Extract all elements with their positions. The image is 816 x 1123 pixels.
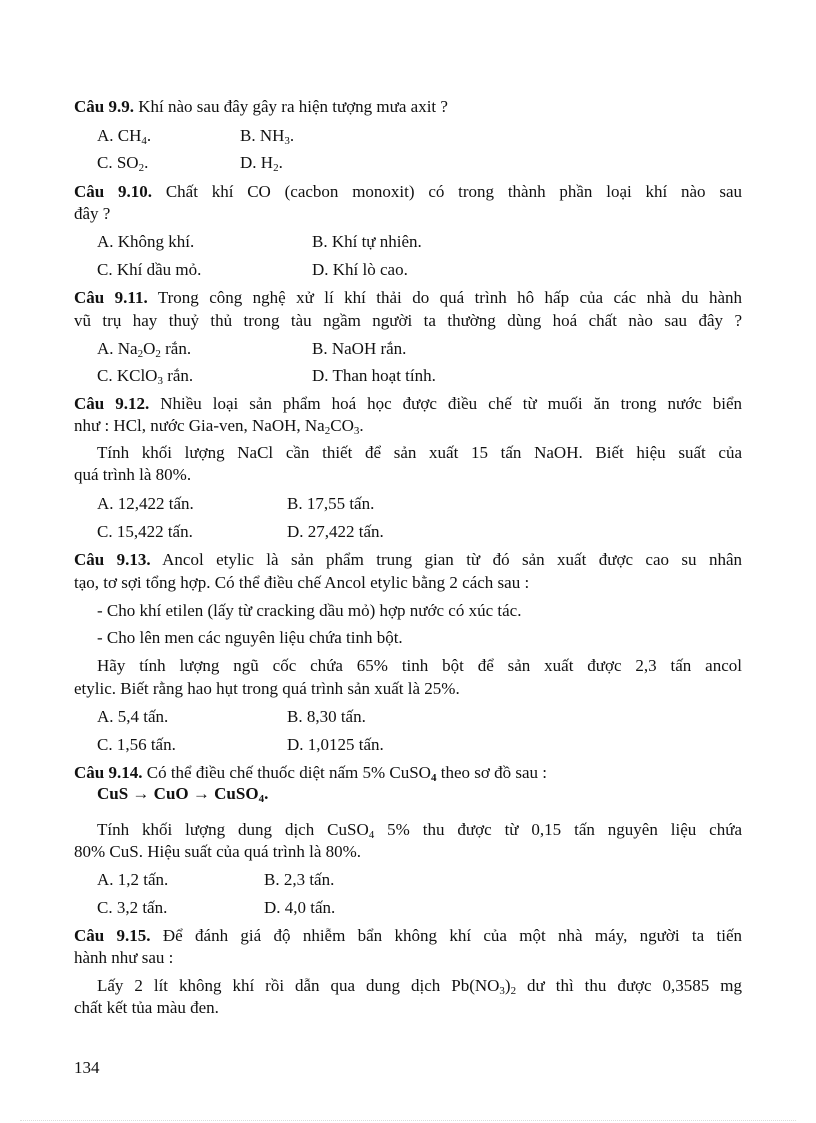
option-a: A. 12,422 tấn. <box>97 494 194 513</box>
option-d: D. 27,422 tấn. <box>287 522 384 541</box>
option-a: A. $CH_4$. <box>97 126 152 147</box>
option-a: A. Không khí. <box>97 232 195 251</box>
question-label: Câu 9.15. <box>74 926 151 945</box>
question-text: Có thể điều chế thuốc diệt nấm 5% CuSO <box>142 763 431 782</box>
option-b: B. $NH_3$. <box>240 126 295 147</box>
question-9-11 <box>74 287 742 308</box>
option-c: C. $SO_2$. <box>97 153 149 174</box>
question-label: Câu 9.10. <box>74 182 153 201</box>
question-9-14: Câu 9.14. Có thể điều chế thuốc diệt nấm 5% CuSO$_4$ theo sơ đồ sau : <box>74 763 547 784</box>
option-b: B. 2,3 tấn. <box>264 870 335 889</box>
question-text-cont: vũ trụ hay thuỷ thủ trong tàu ngầm người ta thường dùng hoá chất nào sau đây ? <box>74 311 742 330</box>
bottom-divider <box>20 1120 796 1121</box>
option-d: D. $H_2$. <box>240 153 283 174</box>
question-label: Câu 9.11. <box>74 288 148 307</box>
question-9-12 <box>74 393 742 414</box>
method-2: - Cho lên men các nguyên liệu chứa tinh bột. <box>97 628 403 647</box>
reaction-scheme: CuS → CuO → CuSO$_4$. <box>97 784 269 805</box>
method-1: - Cho khí etilen (lấy từ cracking dầu mỏ) hợp nước có xúc tác. <box>97 601 522 620</box>
question-text: Nhiều loại sản phẩm hoá học được điều chế từ muối ăn trong nước biển <box>149 394 742 413</box>
option-c: C. Khí dầu mỏ. <box>97 260 202 279</box>
question-9-15 <box>74 925 742 946</box>
question-text: Ancol etylic là sản phẩm trung gian từ đó sản xuất được cao su nhân <box>150 550 742 569</box>
question-text-cont: Hãy tính lượng ngũ cốc chứa 65% tinh bột để sản xuất được 2,3 tấn ancol <box>97 656 742 675</box>
question-text: Để đánh giá độ nhiễm bẩn không khí của một nhà máy, người ta tiến <box>150 926 742 945</box>
question-label: Câu 9.13. <box>74 550 151 569</box>
option-c: C. 15,422 tấn. <box>97 522 193 541</box>
option-b: B. 17,55 tấn. <box>287 494 375 513</box>
question-text: Khí nào sau đây gây ra hiện tượng mưa axit ? <box>133 97 448 116</box>
option-a: A. 1,2 tấn. <box>97 870 169 889</box>
question-text-cont: hành như sau : <box>74 948 174 967</box>
option-c: C. KClO$_3$ rắn. <box>97 366 194 387</box>
option-a: A. $Na_2O_2$ rắn. <box>97 339 192 360</box>
question-text-cont: etylic. Biết rằng hao hụt trong quá trình sản xuất là 25%. <box>74 679 460 698</box>
question-text-cont: 80% CuS. Hiệu suất của quá trình là 80%. <box>74 842 362 861</box>
question-text-cont: như : HCl, nước Gia-ven, NaOH, $Na_2CO_3$. <box>74 416 364 437</box>
question-text-cont: chất kết tủa màu đen. <box>74 998 219 1017</box>
option-d: D. Khí lò cao. <box>312 260 408 279</box>
option-d: D. Than hoạt tính. <box>312 366 436 385</box>
question-text-cont: quá trình là 80%. <box>74 465 192 484</box>
question-text-cont: đây ? <box>74 204 111 223</box>
question-text: Chất khí CO (cacbon monoxit) có trong thành phần loại khí nào sau <box>152 182 742 201</box>
question-label: Câu 9.14. <box>74 763 143 782</box>
question-label: Câu 9.12. <box>74 394 150 413</box>
option-d: D. 1,0125 tấn. <box>287 735 384 754</box>
option-c: C. 3,2 tấn. <box>97 898 168 917</box>
option-b: B. 8,30 tấn. <box>287 707 366 726</box>
option-a: A. 5,4 tấn. <box>97 707 169 726</box>
option-c: C. 1,56 tấn. <box>97 735 176 754</box>
question-text-cont: tạo, tơ sợi tổng hợp. Có thể điều chế Ancol etylic bằng 2 cách sau : <box>74 573 530 592</box>
question-text-cont: Tính khối lượng NaCl cần thiết để sản xuất 15 tấn NaOH. Biết hiệu suất của <box>97 443 742 462</box>
question-text-cont: Lấy 2 lít không khí rồi dẫn qua dung dịch $Pb(NO_3)_2$ dư thì thu được 0,3585 mg <box>97 976 742 997</box>
question-text-cont: Tính khối lượng dung dịch CuSO$_4$ 5% thu được từ 0,15 tấn nguyên liệu chứa <box>97 820 742 841</box>
option-d: D. 4,0 tấn. <box>264 898 336 917</box>
question-9-13 <box>74 549 742 570</box>
question-label: Câu 9.9. <box>74 97 134 116</box>
question-9-9 <box>74 96 448 117</box>
option-b: B. NaOH rắn. <box>312 339 407 358</box>
question-9-10 <box>74 181 742 202</box>
option-b: B. Khí tự nhiên. <box>312 232 422 251</box>
question-text: Trong công nghệ xử lí khí thải do quá trình hô hấp của các nhà du hành <box>147 288 742 307</box>
page-number: 134 <box>74 1058 100 1077</box>
